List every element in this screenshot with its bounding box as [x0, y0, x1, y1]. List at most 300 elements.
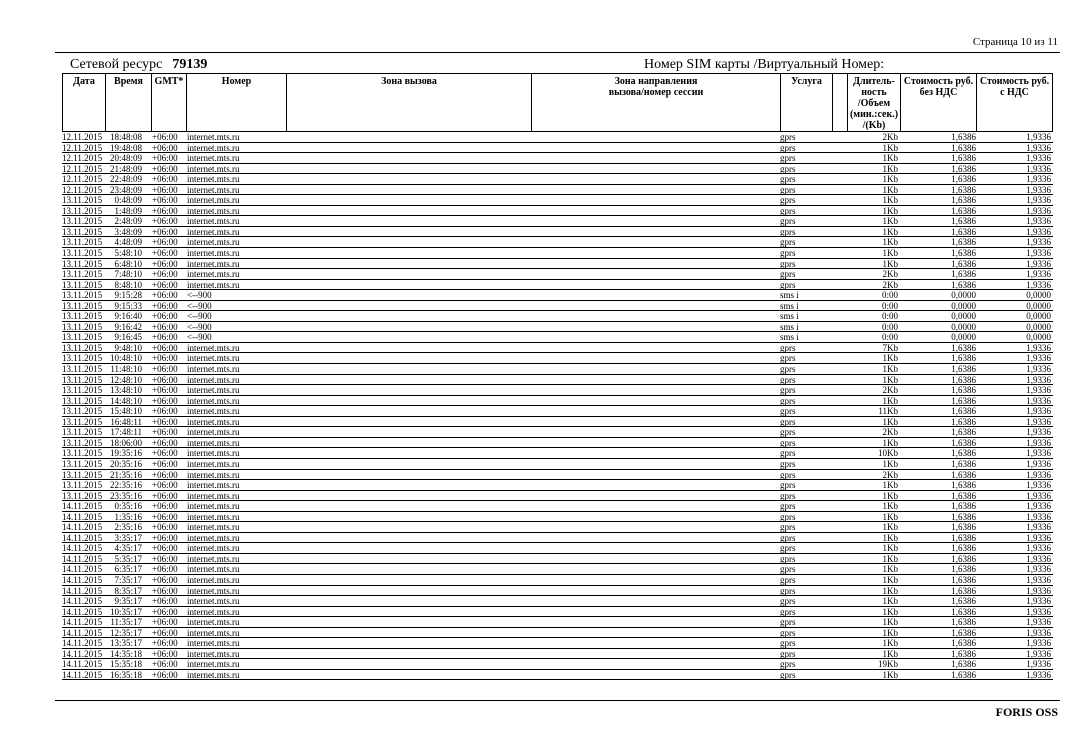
cell-time: 13:35:17 — [109, 638, 142, 649]
cell-volume: 0:00 — [881, 290, 898, 301]
cell-service: gprs — [780, 153, 796, 164]
cell-cost-vat: 1,9336 — [1026, 627, 1051, 638]
cell-volume: 0:00 — [881, 300, 898, 311]
cell-cost-vat: 1,9336 — [1026, 353, 1051, 364]
cell-service: gprs — [780, 205, 796, 216]
sim-number-label: Номер SIM карты /Виртуальный Номер: — [644, 57, 885, 72]
col-header-call-zone: Зона вызова — [286, 73, 531, 132]
network-resource-label: Сетевой ресурс — [70, 57, 163, 72]
cell-service: gprs — [780, 490, 796, 501]
cell-gmt: +06:00 — [152, 142, 178, 153]
cell-cost-no-vat: 1,6386 — [951, 480, 976, 491]
cell-date: 14.11.2015 — [62, 532, 103, 543]
cell-service: sms i — [780, 311, 799, 322]
cell-time: 15:48:10 — [109, 406, 142, 417]
cell-cost-vat: 1,9336 — [1026, 606, 1051, 617]
cell-gmt: +06:00 — [152, 606, 178, 617]
cell-date: 13.11.2015 — [62, 290, 103, 301]
cell-volume: 1Kb — [882, 248, 898, 259]
cell-number: internet.mts.ru — [187, 490, 240, 501]
cell-gmt: +06:00 — [152, 248, 178, 259]
cell-cost-no-vat: 1,6386 — [951, 237, 976, 248]
table-row — [62, 406, 1053, 417]
table-row — [62, 607, 1053, 618]
cell-number: internet.mts.ru — [187, 237, 240, 248]
cell-volume: 1Kb — [882, 216, 898, 227]
cell-cost-no-vat: 1,6386 — [951, 543, 976, 554]
cell-volume: 1Kb — [882, 142, 898, 153]
cell-date: 14.11.2015 — [62, 596, 103, 607]
cell-cost-no-vat: 1,6386 — [951, 416, 976, 427]
cell-time: 11:35:17 — [110, 617, 142, 628]
cell-date: 13.11.2015 — [62, 269, 103, 280]
cell-date: 12.11.2015 — [62, 153, 103, 164]
cell-cost-no-vat: 1,6386 — [951, 522, 976, 533]
table-row — [62, 628, 1053, 639]
cell-gmt: +06:00 — [152, 564, 178, 575]
table-row — [62, 491, 1053, 502]
cell-date: 14.11.2015 — [62, 627, 103, 638]
cell-number: internet.mts.ru — [187, 195, 240, 206]
cell-service: gprs — [780, 374, 796, 385]
cell-volume: 1Kb — [882, 374, 898, 385]
cell-cost-no-vat: 1,6386 — [951, 248, 976, 259]
cell-gmt: +06:00 — [152, 216, 178, 227]
col-header-blank — [832, 73, 847, 132]
table-row — [62, 143, 1053, 154]
cell-service: gprs — [780, 364, 796, 375]
table-row — [62, 649, 1053, 660]
cell-date: 13.11.2015 — [62, 226, 103, 237]
cell-date: 13.11.2015 — [62, 490, 103, 501]
cell-volume: 10Kb — [878, 448, 898, 459]
cell-gmt: +06:00 — [152, 153, 178, 164]
cell-number: internet.mts.ru — [187, 596, 240, 607]
cell-cost-vat: 1,9336 — [1026, 364, 1051, 375]
cell-cost-vat: 1,9336 — [1026, 501, 1051, 512]
cell-service: gprs — [780, 564, 796, 575]
cell-number: internet.mts.ru — [187, 279, 240, 290]
cell-volume: 1Kb — [882, 205, 898, 216]
table-row — [62, 659, 1053, 670]
cell-time: 17:48:11 — [110, 427, 142, 438]
cell-time: 1:48:09 — [114, 205, 142, 216]
network-resource — [70, 57, 207, 73]
cell-date: 14.11.2015 — [62, 511, 103, 522]
cell-gmt: +06:00 — [152, 522, 178, 533]
cell-service: gprs — [780, 585, 796, 596]
cell-cost-no-vat: 1,6386 — [951, 437, 976, 448]
cell-cost-no-vat: 0,0000 — [951, 321, 976, 332]
cell-cost-no-vat: 0,0000 — [951, 300, 976, 311]
cell-date: 13.11.2015 — [62, 480, 103, 491]
cell-date: 14.11.2015 — [62, 543, 103, 554]
cell-time: 9:16:42 — [114, 321, 142, 332]
cell-time: 19:48:08 — [109, 142, 142, 153]
cell-service: gprs — [780, 427, 796, 438]
cell-time: 19:35:16 — [109, 448, 142, 459]
cell-volume: 1Kb — [882, 574, 898, 585]
table-row — [62, 185, 1053, 196]
cell-number: internet.mts.ru — [187, 669, 240, 680]
cell-volume: 1Kb — [882, 416, 898, 427]
cell-time: 13:48:10 — [109, 385, 142, 396]
table-row — [62, 164, 1053, 175]
cell-service: gprs — [780, 501, 796, 512]
cell-service: sms i — [780, 321, 799, 332]
cell-gmt: +06:00 — [152, 279, 178, 290]
cell-number: internet.mts.ru — [187, 226, 240, 237]
cell-volume: 1Kb — [882, 669, 898, 680]
cell-volume: 2Kb — [882, 269, 898, 280]
cell-gmt: +06:00 — [152, 163, 178, 174]
cell-number: internet.mts.ru — [187, 627, 240, 638]
cell-service: gprs — [780, 216, 796, 227]
cell-gmt: +06:00 — [152, 395, 178, 406]
cell-time: 0:48:09 — [114, 195, 142, 206]
cell-service: sms i — [780, 290, 799, 301]
cell-date: 14.11.2015 — [62, 574, 103, 585]
cell-service: gprs — [780, 226, 796, 237]
cell-time: 14:48:10 — [109, 395, 142, 406]
table-row — [62, 564, 1053, 575]
cell-time: 18:48:08 — [109, 132, 142, 142]
col-header-number: Номер — [186, 73, 286, 132]
cell-time: 9:16:45 — [114, 332, 142, 343]
cell-gmt: +06:00 — [152, 385, 178, 396]
cell-cost-vat: 1,9336 — [1026, 205, 1051, 216]
cell-cost-vat: 1,9336 — [1026, 585, 1051, 596]
cell-volume: 1Kb — [882, 596, 898, 607]
cell-volume: 1Kb — [882, 184, 898, 195]
cell-volume: 1Kb — [882, 174, 898, 185]
cell-cost-vat: 1,9336 — [1026, 480, 1051, 491]
col-header-time: Время — [105, 73, 151, 132]
table-row — [62, 438, 1053, 449]
col-header-direction-zone: Зона направления вызова/номер сессии — [531, 73, 780, 132]
cell-service: gprs — [780, 638, 796, 649]
cell-time: 9:16:40 — [114, 311, 142, 322]
cell-number: internet.mts.ru — [187, 458, 240, 469]
cell-time: 5:48:10 — [114, 248, 142, 259]
table-row — [62, 554, 1053, 565]
cell-date: 14.11.2015 — [62, 617, 103, 628]
cell-gmt: +06:00 — [152, 311, 178, 322]
cell-cost-no-vat: 1,6386 — [951, 269, 976, 280]
cell-time: 3:48:09 — [114, 226, 142, 237]
cell-volume: 1Kb — [882, 522, 898, 533]
cell-time: 14:35:18 — [109, 648, 142, 659]
table-row — [62, 586, 1053, 597]
cell-gmt: +06:00 — [152, 490, 178, 501]
table-row — [62, 448, 1053, 459]
cell-cost-vat: 1,9336 — [1026, 648, 1051, 659]
table-row — [62, 417, 1053, 428]
table-row — [62, 153, 1053, 164]
cell-time: 2:35:16 — [114, 522, 142, 533]
cell-service: gprs — [780, 132, 796, 142]
cell-cost-no-vat: 1,6386 — [951, 532, 976, 543]
cell-cost-no-vat: 1,6386 — [951, 142, 976, 153]
cell-cost-vat: 1,9336 — [1026, 374, 1051, 385]
table-row — [62, 322, 1053, 333]
cell-cost-no-vat: 1,6386 — [951, 596, 976, 607]
table-row — [62, 396, 1053, 407]
col-header-gmt: GMT* — [151, 73, 186, 132]
cell-cost-no-vat: 0,0000 — [951, 311, 976, 322]
cell-gmt: +06:00 — [152, 342, 178, 353]
cell-cost-no-vat: 1,6386 — [951, 258, 976, 269]
cell-service: gprs — [780, 184, 796, 195]
cell-date: 13.11.2015 — [62, 353, 103, 364]
cell-cost-no-vat: 1,6386 — [951, 511, 976, 522]
table-row — [62, 206, 1053, 217]
table-row — [62, 596, 1053, 607]
cell-time: 9:15:28 — [114, 290, 142, 301]
cell-service: gprs — [780, 395, 796, 406]
cell-time: 5:35:17 — [114, 553, 142, 564]
cell-time: 23:48:09 — [109, 184, 142, 195]
cell-time: 6:48:10 — [114, 258, 142, 269]
cell-service: gprs — [780, 574, 796, 585]
cell-date: 14.11.2015 — [62, 564, 103, 575]
table-row — [62, 575, 1053, 586]
cell-gmt: +06:00 — [152, 448, 178, 459]
cell-time: 22:48:09 — [109, 174, 142, 185]
table-row — [62, 237, 1053, 248]
cell-cost-vat: 0,0000 — [1026, 300, 1051, 311]
cell-date: 13.11.2015 — [62, 258, 103, 269]
col-header-date: Дата — [62, 73, 105, 132]
cell-service: gprs — [780, 385, 796, 396]
cell-volume: 0:00 — [881, 311, 898, 322]
cell-volume: 2Kb — [882, 427, 898, 438]
top-rule — [55, 52, 1060, 53]
table-body — [62, 132, 1053, 680]
cell-volume: 1Kb — [882, 195, 898, 206]
cell-volume: 2Kb — [882, 279, 898, 290]
cell-cost-no-vat: 1,6386 — [951, 184, 976, 195]
cell-cost-no-vat: 1,6386 — [951, 427, 976, 438]
cell-gmt: +06:00 — [152, 511, 178, 522]
cell-time: 20:35:16 — [109, 458, 142, 469]
cell-date: 12.11.2015 — [62, 163, 103, 174]
cell-number: internet.mts.ru — [187, 163, 240, 174]
cell-date: 13.11.2015 — [62, 248, 103, 259]
cell-cost-vat: 1,9336 — [1026, 406, 1051, 417]
cell-gmt: +06:00 — [152, 364, 178, 375]
cell-number: internet.mts.ru — [187, 269, 240, 280]
cell-cost-vat: 1,9336 — [1026, 142, 1051, 153]
cell-number: internet.mts.ru — [187, 364, 240, 375]
cell-volume: 1Kb — [882, 258, 898, 269]
cell-volume: 1Kb — [882, 501, 898, 512]
cell-cost-no-vat: 1,6386 — [951, 385, 976, 396]
cell-cost-vat: 1,9336 — [1026, 617, 1051, 628]
table-row — [62, 280, 1053, 291]
cell-gmt: +06:00 — [152, 469, 178, 480]
table-row — [62, 248, 1053, 259]
cell-time: 9:15:33 — [114, 300, 142, 311]
cell-time: 0:35:16 — [114, 501, 142, 512]
cell-gmt: +06:00 — [152, 226, 178, 237]
cell-cost-no-vat: 1,6386 — [951, 574, 976, 585]
cell-cost-vat: 1,9336 — [1026, 458, 1051, 469]
cell-cost-vat: 1,9336 — [1026, 184, 1051, 195]
cell-date: 14.11.2015 — [62, 585, 103, 596]
cell-service: gprs — [780, 648, 796, 659]
cell-number: internet.mts.ru — [187, 353, 240, 364]
cell-cost-no-vat: 1,6386 — [951, 364, 976, 375]
cell-gmt: +06:00 — [152, 532, 178, 543]
cell-gmt: +06:00 — [152, 195, 178, 206]
cell-time: 8:48:10 — [114, 279, 142, 290]
table-row — [62, 195, 1053, 206]
cell-volume: 1Kb — [882, 153, 898, 164]
cell-time: 12:35:17 — [109, 627, 142, 638]
cell-number: internet.mts.ru — [187, 648, 240, 659]
cell-cost-no-vat: 1,6386 — [951, 195, 976, 206]
footer-brand: FORIS OSS — [995, 705, 1058, 719]
cell-number: internet.mts.ru — [187, 522, 240, 533]
cell-volume: 1Kb — [882, 564, 898, 575]
cell-cost-vat: 1,9336 — [1026, 237, 1051, 248]
cell-gmt: +06:00 — [152, 374, 178, 385]
cell-service: gprs — [780, 269, 796, 280]
cell-date: 12.11.2015 — [62, 184, 103, 195]
cell-time: 7:35:17 — [114, 574, 142, 585]
table-row — [62, 259, 1053, 270]
cell-number: internet.mts.ru — [187, 480, 240, 491]
cell-number: internet.mts.ru — [187, 638, 240, 649]
cell-date: 13.11.2015 — [62, 342, 103, 353]
cell-cost-no-vat: 1,6386 — [951, 226, 976, 237]
cell-gmt: +06:00 — [152, 205, 178, 216]
cell-number: <--900 — [187, 290, 212, 301]
cell-service: gprs — [780, 406, 796, 417]
cell-volume: 1Kb — [882, 648, 898, 659]
cell-gmt: +06:00 — [152, 437, 178, 448]
cell-cost-vat: 1,9336 — [1026, 195, 1051, 206]
cell-time: 9:48:10 — [114, 342, 142, 353]
cell-gmt: +06:00 — [152, 353, 178, 364]
cell-service: gprs — [780, 469, 796, 480]
cell-gmt: +06:00 — [152, 300, 178, 311]
page-number: Страница 10 из 11 — [972, 36, 1058, 48]
cell-date: 13.11.2015 — [62, 458, 103, 469]
cell-number: internet.mts.ru — [187, 469, 240, 480]
cell-cost-no-vat: 1,6386 — [951, 395, 976, 406]
cell-number: internet.mts.ru — [187, 416, 240, 427]
cell-cost-vat: 0,0000 — [1026, 332, 1051, 343]
cell-number: internet.mts.ru — [187, 543, 240, 554]
cell-number: internet.mts.ru — [187, 395, 240, 406]
cell-volume: 1Kb — [882, 395, 898, 406]
cell-cost-vat: 1,9336 — [1026, 659, 1051, 670]
table-row — [62, 174, 1053, 185]
cell-volume: 1Kb — [882, 553, 898, 564]
cell-date: 12.11.2015 — [62, 174, 103, 185]
table-row — [62, 427, 1053, 438]
cell-cost-no-vat: 1,6386 — [951, 163, 976, 174]
cell-cost-no-vat: 1,6386 — [951, 669, 976, 680]
table-row — [62, 480, 1053, 491]
table-row — [62, 522, 1053, 533]
cell-gmt: +06:00 — [152, 332, 178, 343]
network-resource-value: 79139 — [172, 57, 208, 72]
table-row — [62, 470, 1053, 481]
cell-gmt: +06:00 — [152, 174, 178, 185]
cell-number: internet.mts.ru — [187, 511, 240, 522]
cell-time: 10:48:10 — [109, 353, 142, 364]
cell-number: internet.mts.ru — [187, 342, 240, 353]
cell-gmt: +06:00 — [152, 132, 178, 142]
cell-service: sms i — [780, 300, 799, 311]
cell-gmt: +06:00 — [152, 669, 178, 680]
cell-volume: 1Kb — [882, 617, 898, 628]
cell-time: 11:48:10 — [110, 364, 142, 375]
table-row — [62, 290, 1053, 301]
cell-date: 13.11.2015 — [62, 311, 103, 322]
cell-date: 13.11.2015 — [62, 205, 103, 216]
cell-number: internet.mts.ru — [187, 659, 240, 670]
cell-volume: 1Kb — [882, 511, 898, 522]
cell-date: 13.11.2015 — [62, 279, 103, 290]
cell-time: 12:48:10 — [109, 374, 142, 385]
table-row — [62, 364, 1053, 375]
cell-date: 13.11.2015 — [62, 448, 103, 459]
cell-number: internet.mts.ru — [187, 617, 240, 628]
cell-gmt: +06:00 — [152, 269, 178, 280]
table-row — [62, 301, 1053, 312]
cell-date: 13.11.2015 — [62, 427, 103, 438]
cell-time: 22:35:16 — [109, 480, 142, 491]
cell-volume: 2Kb — [882, 469, 898, 480]
cell-service: gprs — [780, 606, 796, 617]
cell-gmt: +06:00 — [152, 458, 178, 469]
cell-number: internet.mts.ru — [187, 564, 240, 575]
cell-gmt: +06:00 — [152, 480, 178, 491]
cell-gmt: +06:00 — [152, 427, 178, 438]
cell-gmt: +06:00 — [152, 258, 178, 269]
cell-cost-no-vat: 1,6386 — [951, 205, 976, 216]
cell-number: <--900 — [187, 321, 212, 332]
cell-time: 20:48:09 — [109, 153, 142, 164]
cell-service: gprs — [780, 416, 796, 427]
cell-cost-no-vat: 1,6386 — [951, 553, 976, 564]
cell-cost-no-vat: 1,6386 — [951, 153, 976, 164]
cell-number: <--900 — [187, 311, 212, 322]
cell-cost-vat: 0,0000 — [1026, 290, 1051, 301]
cell-volume: 1Kb — [882, 490, 898, 501]
cell-service: gprs — [780, 448, 796, 459]
cell-cost-vat: 1,9336 — [1026, 564, 1051, 575]
cell-cost-vat: 1,9336 — [1026, 269, 1051, 280]
cell-gmt: +06:00 — [152, 290, 178, 301]
cell-cost-vat: 1,9336 — [1026, 153, 1051, 164]
cell-number: internet.mts.ru — [187, 448, 240, 459]
cell-cost-vat: 1,9336 — [1026, 248, 1051, 259]
cell-service: gprs — [780, 532, 796, 543]
cell-date: 14.11.2015 — [62, 648, 103, 659]
cell-number: internet.mts.ru — [187, 258, 240, 269]
cell-number: internet.mts.ru — [187, 501, 240, 512]
cell-time: 16:48:11 — [110, 416, 142, 427]
cell-service: gprs — [780, 617, 796, 628]
cell-time: 4:35:17 — [114, 543, 142, 554]
table-row — [62, 343, 1053, 354]
cell-number: internet.mts.ru — [187, 553, 240, 564]
